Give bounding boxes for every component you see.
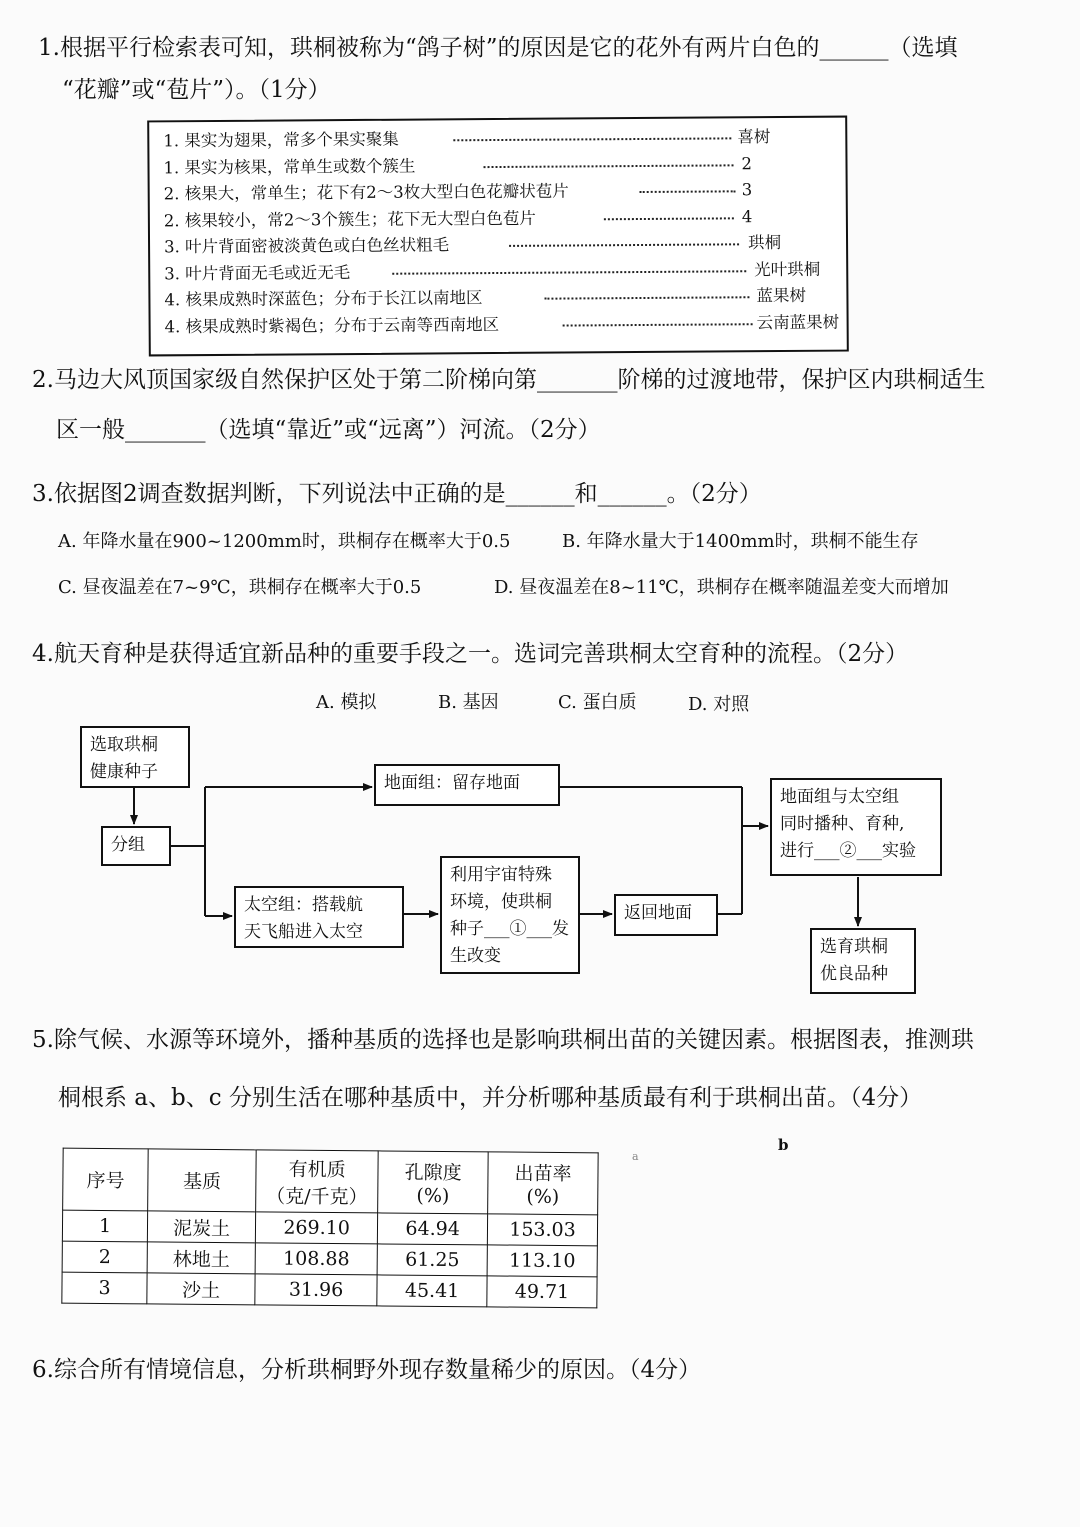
table-row <box>62 1241 597 1277</box>
header-cell: 基质 <box>148 1149 256 1212</box>
flow-text: 环境，使珙桐 <box>450 892 552 912</box>
table-cell: 269.10 <box>255 1212 377 1244</box>
q1-line1: 1.根据平行检索表可知，珙桐被称为“鸽子树”的原因是它的花外有两片白色的______（选填 <box>38 35 958 61</box>
flow-group-box <box>101 826 171 866</box>
flow-text: 选取珙桐 <box>90 735 158 755</box>
q2-line1: 2.马边大风顶国家级自然保护区处于第二阶梯向第_______阶梯的过渡地带，保护区内珙桐适生 <box>32 367 986 393</box>
table-cell: 108.88 <box>255 1243 377 1275</box>
header-text: 有机质 <box>288 1158 346 1181</box>
key-row-text: 2. 核果大，常单生；花下有2～3枚大型白色花瓣状苞片 <box>163 181 569 204</box>
key-row-result: 光叶珙桐 <box>754 259 821 279</box>
flow-text: 分组 <box>111 835 145 855</box>
header-cell: 序号 <box>63 1148 149 1211</box>
table-header-row <box>63 1148 599 1215</box>
flow-sow-experiment-box <box>770 778 942 876</box>
header-unit: （克/千克） <box>266 1184 368 1208</box>
flow-text: 地面组与太空组 <box>780 787 899 807</box>
flow-space-group-box <box>234 886 404 948</box>
key-row-text: 3. 叶片背面密被淡黄色或白色丝状粗毛 <box>164 235 450 257</box>
stray-mark-b: b <box>778 1136 789 1154</box>
q3-stem: 3.依据图2调查数据判断，下列说法中正确的是______和______。（2分） <box>32 481 762 507</box>
key-row-text: 2. 核果较小，常2～3个簇生；花下无大型白色苞片 <box>163 208 536 230</box>
key-row-text: 4. 核果成熟时深蓝色；分布于长江以南地区 <box>164 288 483 310</box>
header-cell <box>378 1151 488 1214</box>
flow-text: 天飞船进入太空 <box>244 922 363 942</box>
key-row-result: 珙桐 <box>747 233 782 253</box>
flow-text: 利用宇宙特殊 <box>450 865 552 885</box>
key-row-result: 云南蓝果树 <box>756 312 840 332</box>
header-cell <box>256 1150 379 1213</box>
q3-option-c: C. 昼夜温差在7~9℃，珙桐存在概率大于0.5 <box>58 577 422 598</box>
flow-blank-2: 进行___②___实验 <box>780 841 916 861</box>
flow-text: 返回地面 <box>624 903 692 923</box>
key-row-result: 2 <box>741 153 753 173</box>
table-cell: 45.41 <box>377 1275 487 1307</box>
flow-select-seeds-box <box>80 726 190 788</box>
header-text: 孔隙度 <box>404 1161 462 1185</box>
table-cell: 113.10 <box>487 1245 597 1277</box>
q2-line2: 区一般_______（选填“靠近”或“远离”）河流。（2分） <box>56 417 601 443</box>
q4-choice-b: B. 基因 <box>438 692 499 713</box>
table-cell: 3 <box>62 1272 147 1304</box>
header-unit: (%) <box>526 1185 560 1208</box>
q4-choice-a: A. 模拟 <box>316 692 377 713</box>
table-cell: 64.94 <box>378 1213 488 1245</box>
header-unit: (%) <box>416 1184 450 1208</box>
stray-mark-a: a <box>632 1150 639 1163</box>
table-cell: 林地土 <box>147 1242 255 1274</box>
q4-stem: 4.航天育种是获得适宜新品种的重要手段之一。选词完善珙桐太空育种的流程。（2分） <box>32 641 909 667</box>
q6-stem: 6.综合所有情境信息，分析珙桐野外现存数量稀少的原因。（4分） <box>32 1357 702 1383</box>
table-row <box>62 1272 597 1308</box>
substrate-table <box>61 1148 598 1309</box>
flow-blank-1: 种子___①___发 <box>450 919 569 939</box>
key-row-result: 蓝果树 <box>756 285 806 306</box>
key-row-result: 4 <box>741 206 753 226</box>
key-row-text: 4. 核果成熟时紫褐色；分布于云南等西南地区 <box>164 314 500 336</box>
table-cell: 泥炭土 <box>148 1211 256 1243</box>
header-cell <box>488 1152 598 1215</box>
q1-line2: “花瓣”或“苞片”）。（1分） <box>62 77 331 103</box>
flow-text: 优良品种 <box>820 964 888 984</box>
flow-text: 太空组：搭载航 <box>244 895 363 915</box>
flow-return-ground-box <box>614 894 718 936</box>
flow-breed-box <box>810 928 916 994</box>
flow-text: 地面组：留存地面 <box>384 773 520 793</box>
table-cell: 153.03 <box>487 1214 597 1246</box>
table-row <box>62 1210 597 1246</box>
table-cell: 1 <box>62 1210 147 1242</box>
key-row-text: 1. 果实为翅果，常多个果实聚集 <box>163 129 399 151</box>
header-text: 出苗率 <box>514 1162 572 1186</box>
q4-choice-d: D. 对照 <box>688 694 750 715</box>
table-cell: 49.71 <box>487 1276 597 1308</box>
q5-line1: 5.除气候、水源等环境外，播种基质的选择也是影响珙桐出苗的关键因素。根据图表，推测珙 <box>32 1027 974 1053</box>
flow-cosmic-change-box <box>440 856 580 974</box>
table-cell: 61.25 <box>377 1244 487 1276</box>
table-cell: 沙土 <box>147 1273 255 1305</box>
table-cell: 2 <box>62 1241 147 1273</box>
key-row-result: 喜树 <box>737 127 771 147</box>
flow-text: 同时播种、育种, <box>780 814 905 834</box>
key-row-text: 1. 果实为核果，常单生或数个簇生 <box>163 156 416 177</box>
flow-text: 生改变 <box>450 946 501 966</box>
q3-option-a: A. 年降水量在900~1200mm时，珙桐存在概率大于0.5 <box>58 531 511 552</box>
q5-line2: 桐根系 a、b、c 分别生活在哪种基质中，并分析哪种基质最有利于珙桐出苗。（4分） <box>58 1085 923 1111</box>
q4-choice-c: C. 蛋白质 <box>558 692 637 713</box>
flow-ground-group-box <box>374 764 560 806</box>
q3-option-b: B. 年降水量大于1400mm时，珙桐不能生存 <box>562 531 919 552</box>
table-cell: 31.96 <box>255 1274 377 1306</box>
q3-option-d: D. 昼夜温差在8~11℃，珙桐存在概率随温差变大而增加 <box>494 577 949 598</box>
flow-text: 选育珙桐 <box>820 937 888 957</box>
flow-text: 健康种子 <box>90 762 158 782</box>
key-row-result: 3 <box>741 180 753 200</box>
key-row-text: 3. 叶片背面无毛或近无毛 <box>164 262 351 283</box>
